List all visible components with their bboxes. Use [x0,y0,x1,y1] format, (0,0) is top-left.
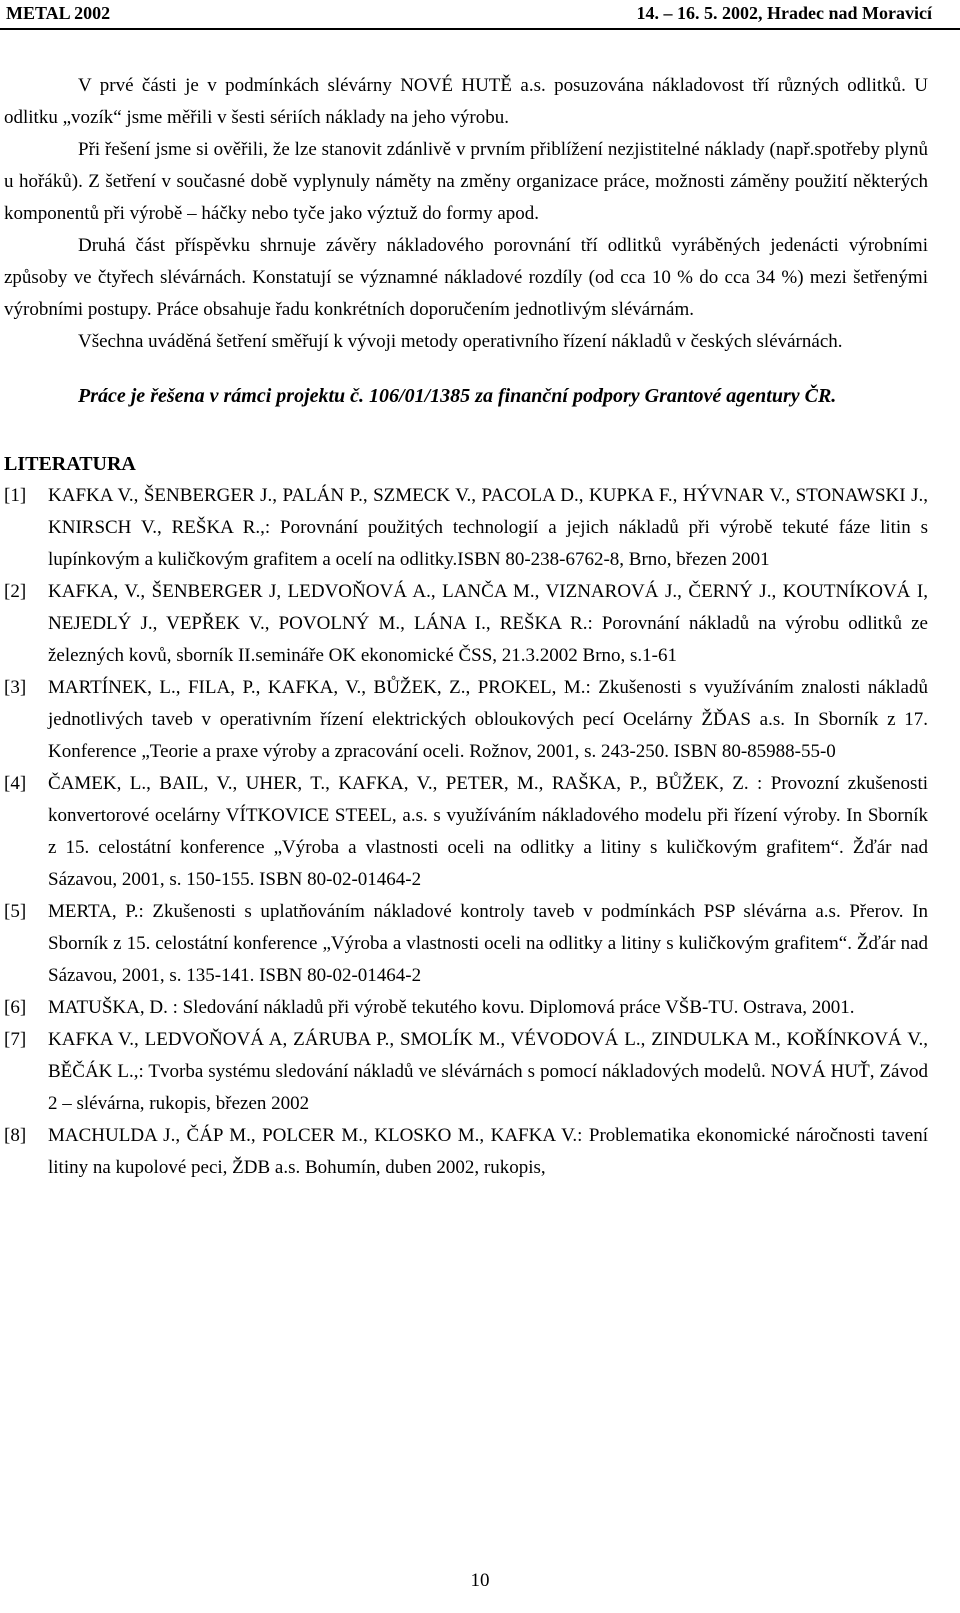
paragraph-2: Při řešení jsme si ověřili, že lze stanovit zdánlivě v prvním přiblížení nezjistitelné náklady (např.spotřeby plynů u hořáků). Z šetření v současné době vyplynuly náměty na změny organizace práce, možnosti záměny použití některých komponentů při výrobě – háčky nebo tyče jako výztuž do formy apod. [4,139,928,224]
reference-number: [3] [4,677,27,698]
page-content [4,70,928,1184]
reference-number: [8] [4,1125,27,1146]
page-header [0,0,960,30]
reference-number: [5] [4,901,27,922]
reference-item [4,1024,928,1120]
paragraph-4: Všechna uváděná šetření směřují k vývoji metody operativního řízení nákladů v českých slévárnách. [78,331,843,352]
reference-number: [1] [4,485,27,506]
reference-text: MACHULDA J., ČÁP M., POLCER M., KLOSKO M., KAFKA V.: Problematika ekonomické náročnosti tavení litiny na kupolové peci, ŽDB a.s. Bohumín, duben 2002, rukopis, [48,1125,928,1178]
header-date-place: 14. – 16. 5. 2002, Hradec nad Moravicí [636,3,932,23]
reference-number: [7] [4,1029,27,1050]
reference-text: ČAMEK, L., BAIL, V., UHER, T., KAFKA, V., PETER, M., RAŠKA, P., BŮŽEK, Z. : Provozní zkušenosti konvertorové ocelárny VÍTKOVICE STEEL, a.s. s využíváním nákladového modelu při řízení výroby. In Sborník z 15. celostátní konference „Výroba a vlastnosti oceli na odlitky a litiny s kuličkovým grafitem“. Žďár nad Sázavou, 2001, s. 150-155. ISBN 80-02-01464-2 [48,773,928,890]
reference-text: MARTÍNEK, L., FILA, P., KAFKA, V., BŮŽEK, Z., PROKEL, M.: Zkušenosti s využíváním znalosti nákladů jednotlivých taveb v operativním řízení elektrických obloukových pecí Ocelárny ŽĎAS a.s. In Sborník z 17. Konference „Teorie a praxe výroby a zpracování oceli. Rožnov, 2001, s. 243-250. ISBN 80-85988-55-0 [48,677,928,762]
reference-text: KAFKA V., LEDVOŇOVÁ A, ZÁRUBA P., SMOLÍK M., VÉVODOVÁ L., ZINDULKA M., KOŘÍNKOVÁ V., BĚČÁK L.,: Tvorba systému sledování nákladů ve slévárnách s pomocí nákladových modelů. NOVÁ HUŤ, Závod 2 – slévárna, rukopis, březen 2002 [48,1029,928,1114]
header-rule [0,28,960,30]
reference-list [4,480,928,1184]
reference-item [4,992,928,1024]
reference-item [4,480,928,576]
paragraph-1: V prvé části je v podmínkách slévárny NOVÉ HUTĚ a.s. posuzována nákladovost tří různých odlitků. U odlitku „vozík“ jsme měřili v šesti sériích náklady na jeho výrobu. [4,75,928,128]
literature-heading: LITERATURA [4,453,136,475]
reference-number: [2] [4,581,27,602]
reference-item [4,576,928,672]
header-conference: METAL 2002 [6,3,111,23]
reference-number: [4] [4,773,27,794]
reference-item [4,672,928,768]
reference-text: KAFKA, V., ŠENBERGER J, LEDVOŇOVÁ A., LANČA M., VIZNAROVÁ J., ČERNÝ J., KOUTNÍKOVÁ I, NEJEDLÝ J., VEPŘEK V., POVOLNÝ M., LÁNA I., REŠKA R.: Porovnání nákladů na výrobu odlitků ze železných kovů, sborník II.semináře OK ekonomické ČSS, 21.3.2002 Brno, s.1-61 [48,581,928,666]
paragraph-3: Druhá část příspěvku shrnuje závěry nákladového porovnání tří odlitků vyráběných jedenácti výrobními způsoby ve čtyřech slévárnách. Konstatují se významné nákladové rozdíly (od cca 10 % do cca 34 %) mezi šetřenými výrobními postupy. Práce obsahuje řadu konkrétních doporučením jednotlivým slévárnám. [4,235,928,320]
page-number: 10 [470,1570,490,1591]
grant-acknowledgement: Práce je řešena v rámci projektu č. 106/01/1385 za finanční podpory Grantové agentury ČR. [78,385,837,407]
reference-number: [6] [4,997,27,1018]
reference-item [4,896,928,992]
reference-item [4,768,928,896]
reference-text: MATUŠKA, D. : Sledování nákladů při výrobě tekutého kovu. Diplomová práce VŠB-TU. Ostrava, 2001. [48,997,855,1018]
reference-item [4,1120,928,1184]
reference-text: MERTA, P.: Zkušenosti s uplatňováním nákladové kontroly taveb v podmínkách PSP slévárna a.s. Přerov. In Sborník z 15. celostátní konference „Výroba a vlastnosti oceli na odlitky a litiny s kuličkovým grafitem“. Žďár nad Sázavou, 2001, s. 135-141. ISBN 80-02-01464-2 [48,901,928,986]
reference-text: KAFKA V., ŠENBERGER J., PALÁN P., SZMECK V., PACOLA D., KUPKA F., HÝVNAR V., STONAWSKI J., KNIRSCH V., REŠKA R.,: Porovnání použitých technologií a jejich nákladů při výrobě tekuté fáze litin s lupínkovým a kuličkovým grafitem a ocelí na odlitky.ISBN 80-238-6762-8, Brno, březen 2001 [48,485,928,570]
